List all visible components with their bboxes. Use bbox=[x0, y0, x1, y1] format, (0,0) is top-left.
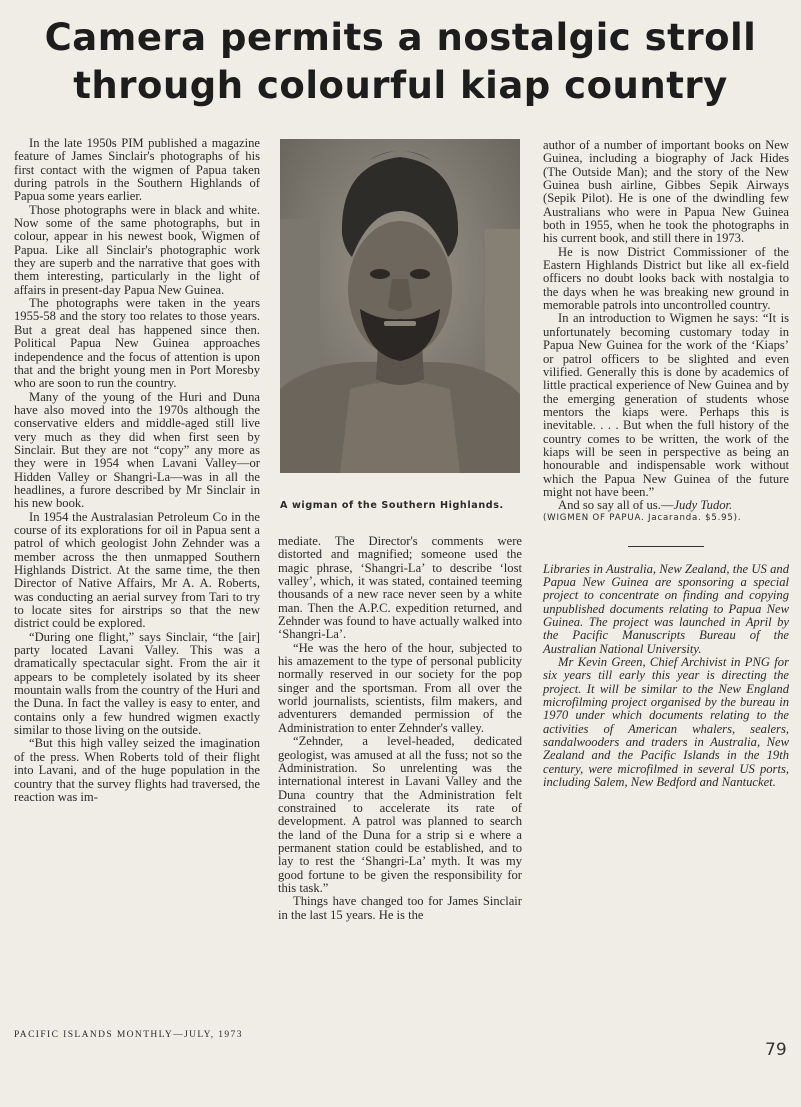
paragraph: In 1954 the Australasian Petroleum Co in the course of its explorations for oil in Papua sent a patrol of which geologist John Zehnder was a member across the then unmapped Southern Highlands District. At the same time, the then Director of Native Affairs, Mr A. A. Roberts, was conducting an aerial survey from Tari to try to locate sites for airstrips so that the new district could be explored. bbox=[14, 509, 260, 631]
wigman-photo bbox=[280, 139, 520, 473]
headline-line-2: through colourful kiap country bbox=[73, 64, 728, 107]
paragraph: “But this high valley seized the imagination of the press. When Roberts told of their flight into Lavani, and of the huge population in the country that the survey flights had traversed, the reaction was im- bbox=[14, 736, 260, 804]
page-footer: PACIFIC ISLANDS MONTHLY—JULY, 1973 bbox=[14, 1030, 243, 1040]
paragraph: In an introduction to Wigmen he says: “It is unfortunately becoming customary today in Papua New Guinea for the work of the ‘Kiaps’ or patrol officers to be slighted and even vilified. Generally this is done by academics of little practical experience of New Guinea and by the emerging generation of students whose mentors the kiaps were. Perhaps this is inevitable. . . . But when the full history of the country comes to be written, the work of the kiaps will be seen in perspective as being an honourable and indispensable work without which the Papua New Guinea of the future might not have been.” bbox=[543, 311, 789, 499]
sidebar-paragraph: Mr Kevin Green, Chief Archivist in PNG for six years till early this year is directing the project. It will be similar to the New England microfilming project organised by the bureau in 1970 under which documents relating to the activities of American whalers, sealers, sandalwooders and traders in Australia, New Zealand and the Pacific Islands in the 19th century, were microfilmed in several US ports, including Salem, New Bedford and Nantucket. bbox=[543, 655, 789, 790]
headline bbox=[0, 14, 801, 110]
paragraph: In the late 1950s PIM published a magazine feature of James Sinclair's photographs of his first contact with the wigmen of Papua taken during patrols in the Southern Highlands of Papua some years earlier. bbox=[14, 136, 260, 204]
paragraph: “He was the hero of the hour, subjected to his amazement to the type of personal publicity normally reserved in our society for the pop singer and the sportsman. From all over the world journalists, scientists, film makers, and adventurers demanded permission of the Administration to enter Zehnder's valley. bbox=[278, 640, 522, 735]
portrait-illustration bbox=[280, 139, 520, 473]
paragraph: Things have changed too for James Sinclair in the last 15 years. He is the bbox=[278, 894, 522, 922]
photo-caption: A wigman of the Southern Highlands. bbox=[280, 500, 504, 511]
signoff bbox=[543, 499, 789, 512]
paragraph: Many of the young of the Huri and Duna have also moved into the 1970s although the conservative elders and middle-aged still live very much as they did when first seen by Sinclair. But they are not “copy” any more as they were in 1954 when Lavani Valley—or Hidden Valley or Shangri-La—was in all the headlines, a furore described by Mr Sinclair in his new book. bbox=[14, 389, 260, 511]
author-byline: Judy Tudor. bbox=[673, 498, 733, 513]
paragraph: Those photographs were in black and white. Now some of the same photographs, but in colour, appear in his newest book, Wigmen of Papua. Like all Sinclair's photographic work they are superb and the narrative that goes with them interesting, particularly in the light of affairs in present-day Papua New Guinea. bbox=[14, 202, 260, 297]
divider bbox=[628, 546, 704, 547]
signoff-text: And so say all of us.— bbox=[558, 498, 674, 513]
headline-line-1: Camera permits a nostalgic stroll bbox=[44, 16, 757, 59]
sidebar-paragraph: Libraries in Australia, New Zealand, the US and Papua New Guinea are sponsoring a special project to concentrate on finding and copying unpublished documents relating to Papua New Guinea. The project was launched in April by the Pacific Manuscripts Bureau of the Australian National University. bbox=[543, 561, 789, 656]
article-column-2 bbox=[278, 535, 522, 922]
paragraph: “During one flight,” says Sinclair, “the [air] party located Lavani Valley. This was a dramatically spectacular sight. From the air it appears to be completely isolated by its sheer mountain walls from the country of the Huri and the Duna. In fact the valley is easy to enter, and contains only a few hundred wigmen exactly similar to those living on the outside. bbox=[14, 629, 260, 738]
page-number: 79 bbox=[765, 1040, 787, 1060]
paragraph: He is now District Commissioner of the Eastern Highlands District but like all ex-field officers no doubt looks back with nostalgia to the days when he was breaking new ground in memorable patrols into uncontrolled country. bbox=[543, 244, 789, 313]
paragraph: The photographs were taken in the years 1955-58 and the story too relates to those years. But a great deal has happened since then. Political Papua New Guinea approaches independence and the focus of attention is upon that and the bright young men in Port Moresby who are soon to run the country. bbox=[14, 296, 260, 391]
article-column-1 bbox=[14, 137, 260, 804]
book-source-note: (WIGMEN OF PAPUA. Jacaranda. $5.95). bbox=[543, 512, 742, 523]
paragraph: mediate. The Director's comments were distorted and magnified; someone used the magic phrase, ‘Shangri-La’ to describe ‘lost valley’, which, it was stated, contained teeming thousands of a new race never seen by a white man. Then the A.P.C. expedition returned, and Zehnder was found to have actually walked into ‘Shangri-La’. bbox=[278, 534, 522, 642]
article-column-3 bbox=[543, 139, 789, 789]
paragraph: author of a number of important books on New Guinea, including a biography of Jack Hides (The Outside Man); and the story of the New Guinea bush airline, Gibbes Sepik Airways (Sepik Pilot). He is one of the dwindling few Australians who were in Papua New Guinea both in 1955, when he took the photographs in his current book, and still there in 1973. bbox=[543, 138, 789, 246]
paragraph: “Zehnder, a level-headed, dedicated geologist, was amused at all the fuss; not so the Administration. So unrelenting was the international interest in Lavani Valley and the Duna country that the Administration felt constrained to accelerate its rate of development. A patrol was planned to search the land of the Duna for a strip si e where a permanent station could be established, and to lay to rest the ‘Shangri-La’ myth. It was my good fortune to be given the responsibility for this task.” bbox=[278, 734, 522, 895]
sidebar-note bbox=[543, 563, 789, 790]
